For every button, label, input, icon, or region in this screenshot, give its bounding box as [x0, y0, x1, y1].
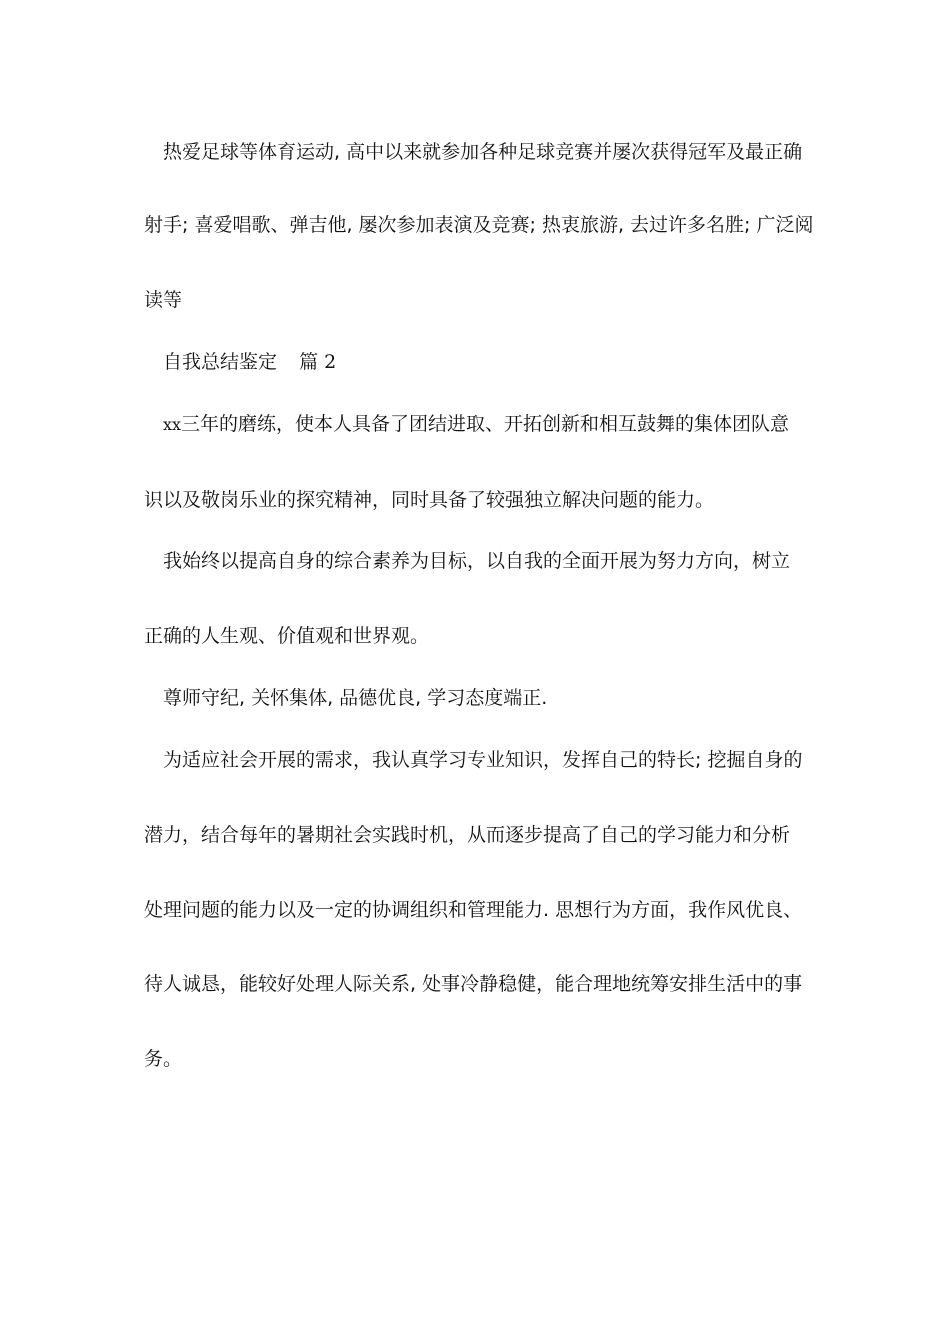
- section-heading: [163, 349, 336, 375]
- paragraph-5-line-5: 务。: [144, 1048, 183, 1070]
- paragraph-1-line-2: 射手; 喜爱唱歌、弹吉他, 屡次参加表演及竞赛; 热衷旅游, 去过许多名胜; 广泛阅: [144, 214, 814, 236]
- paragraph-5-line-1: 为适应社会开展的需求，我认真学习专业知识，发挥自己的特长; 挖掘自身的: [163, 749, 803, 771]
- paragraph-3-line-1: 我始终以提高自身的综合素养为目标，以自我的全面开展为努力方向，树立: [163, 550, 791, 572]
- paragraph-5-line-3: 处理问题的能力以及一定的协调组织和管理能力. 思想行为方面，我作风优良、: [144, 899, 803, 921]
- paragraph-2-prefix: xx: [163, 415, 182, 434]
- paragraph-2-line-1: [163, 411, 789, 438]
- section-label: 篇: [299, 351, 319, 373]
- paragraph-1-line-1: 热爱足球等体育运动, 高中以来就参加各种足球竞赛并屡次获得冠军及最正确: [163, 141, 803, 163]
- paragraph-1-line-3: 读等: [144, 289, 183, 311]
- paragraph-2-line-1-text: 三年的磨练，使本人具备了团结进取、开拓创新和相互鼓舞的集体团队意: [181, 413, 790, 435]
- paragraph-2-line-2: 识以及敬岗乐业的探究精神，同时具备了较强独立解决问题的能力。: [144, 489, 715, 511]
- section-number: 2: [324, 351, 337, 373]
- section-title: 自我总结鉴定: [163, 351, 278, 373]
- paragraph-3-line-2: 正确的人生观、价值观和世界观。: [144, 625, 430, 647]
- paragraph-5-line-4: 待人诚恳，能较好处理人际关系, 处事冷静稳健，能合理地统筹安排生活中的事: [144, 973, 803, 995]
- paragraph-5-line-2: 潜力，结合每年的暑期社会实践时机，从而逐步提高了自己的学习能力和分析: [144, 824, 791, 846]
- paragraph-4-line-1: 尊师守纪, 关怀集体, 品德优良, 学习态度端正.: [163, 687, 548, 709]
